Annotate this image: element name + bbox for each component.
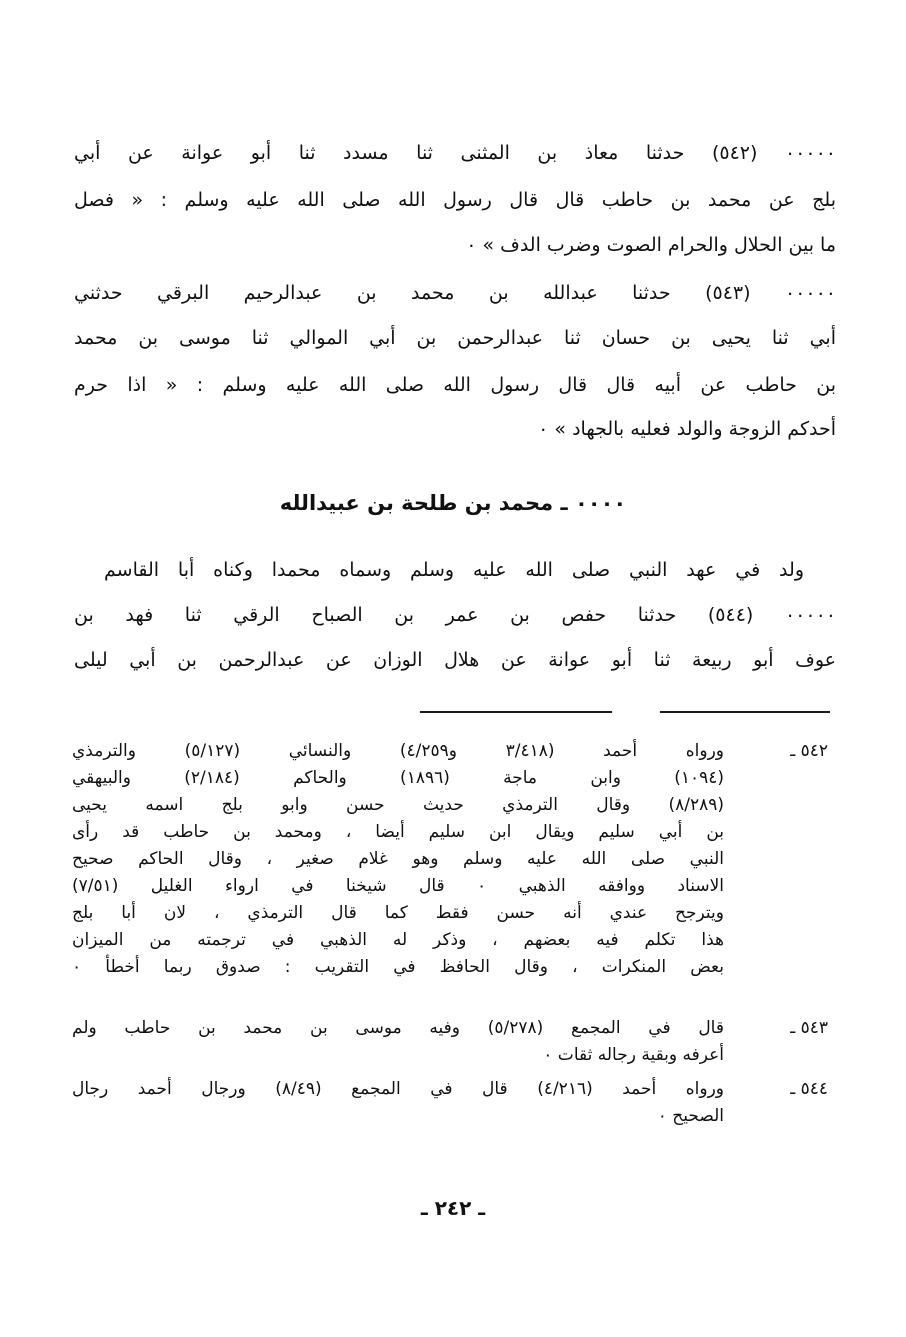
footnote-line: بن أبي سليم ويقال ابن سليم أيضا ، ومحمد بن حاطب قد رأى: [72, 822, 724, 842]
body-line: ٠٠٠٠٠ (٥٤٢) حدثنا معاذ بن المثنى ثنا مسدد ثنا أبو عوانة عن أبي: [74, 142, 836, 164]
body-line: بلج عن محمد بن حاطب قال قال رسول الله صلى الله عليه وسلم : « فصل: [74, 189, 836, 211]
footnote-line: أعرفه وبقية رجاله ثقات ٠: [543, 1045, 724, 1065]
footnote-line: الاسناد ووافقه الذهبي ٠ قال شيخنا في ارواء الغليل (٧/٥١): [72, 876, 724, 896]
body-line: ولد في عهد النبي صلى الله عليه وسلم وسماه محمدا وكناه أبا القاسم: [104, 559, 804, 581]
body-line: أحدكم الزوجة والولد فعليه بالجهاد » ٠: [538, 418, 836, 440]
footnote-line: ويترجح عندي أنه حسن فقط كما قال الترمذي ، لان أبا بلج: [72, 903, 724, 923]
footnote-divider: [420, 711, 612, 713]
footnote-number: ٥٤٤ ـ: [790, 1079, 828, 1099]
footnote-line: ورواه أحمد (٣/٤١٨ و٤/٢٥٩) والنسائي (٥/١٢٧) والترمذي: [72, 741, 724, 761]
body-line: ما بين الحلال والحرام الصوت وضرب الدف » ٠: [466, 234, 836, 256]
footnote-number: ٥٤٣ ـ: [790, 1018, 828, 1038]
footnote-line: الصحيح ٠: [657, 1106, 724, 1126]
body-line: ٠٠٠٠٠ (٥٤٤) حدثنا حفص بن عمر بن الصباح الرقي ثنا فهد بن: [74, 604, 836, 626]
footnote-line: (٨/٢٨٩) وقال الترمذي حديث حسن وابو بلج اسمه يحيى: [72, 795, 724, 815]
footnote-divider: [660, 711, 830, 713]
footnote-line: هذا تكلم فيه بعضهم ، وذكر له الذهبي في ترجمته من الميزان: [72, 930, 724, 950]
page-number: ـ ٢٤٢ ـ: [420, 1196, 486, 1220]
body-line: عوف أبو ربيعة ثنا أبو عوانة عن هلال الوزان عن عبدالرحمن بن أبي ليلى: [74, 649, 836, 671]
body-line: بن حاطب عن أبيه قال قال رسول الله صلى الله عليه وسلم : « اذا حرم: [74, 374, 836, 396]
footnote-line: (١٠٩٤) وابن ماجة (١٨٩٦) والحاكم (٢/١٨٤) والبيهقي: [72, 768, 725, 788]
body-line: ٠٠٠٠٠ (٥٤٣) حدثنا عبدالله بن محمد بن عبدالرحيم البرقي حدثني: [74, 282, 836, 304]
footnote-line: النبي صلى الله عليه وسلم وهو غلام صغير ، وقال الحاكم صحيح: [72, 849, 724, 869]
footnote-line: قال في المجمع (٥/٢٧٨) وفيه موسى بن محمد بن حاطب ولم: [72, 1018, 724, 1038]
footnote-line: ورواه أحمد (٤/٢١٦) قال في المجمع (٨/٤٩) ورجال أحمد رجال: [72, 1079, 724, 1099]
section-heading: ٠٠٠٠ ـ محمد بن طلحة بن عبيدالله: [279, 491, 627, 515]
footnote-number: ٥٤٢ ـ: [790, 741, 828, 761]
body-line: أبي ثنا يحيى بن حسان ثنا عبدالرحمن بن أبي الموالي ثنا موسى بن محمد: [74, 327, 836, 349]
footnote-line: بعض المنكرات ، وقال الحافظ في التقريب : صدوق ربما أخطأ ٠: [72, 957, 724, 977]
